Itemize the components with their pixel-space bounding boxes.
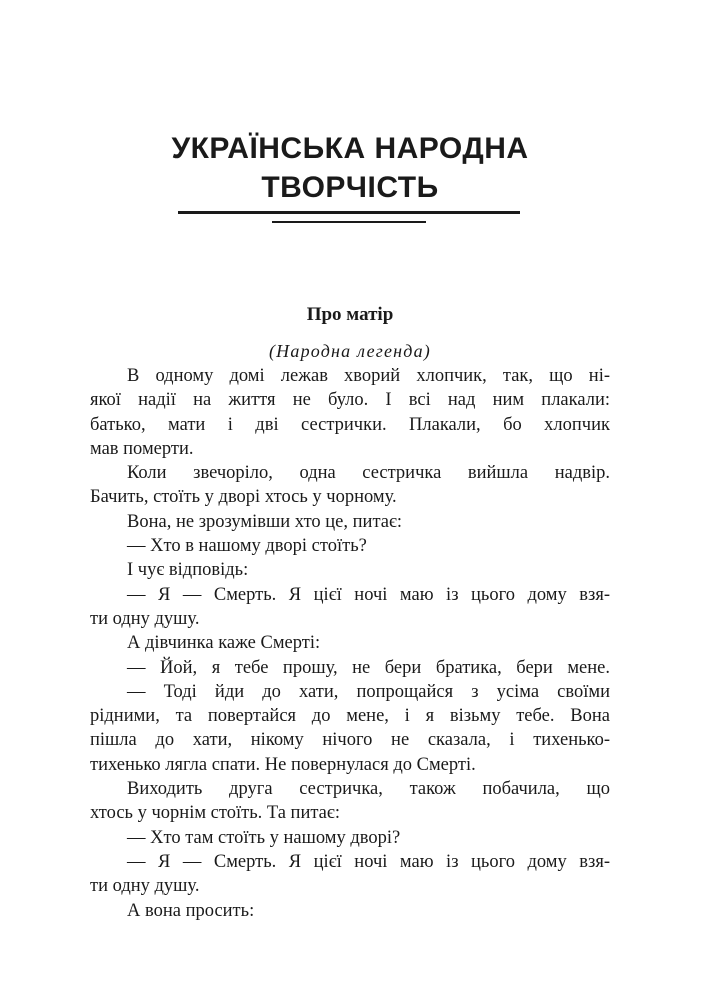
chapter-title-line-2: ТВОРЧІСТЬ bbox=[261, 171, 439, 204]
text-line: — Хто в нашому дворі стоїть? bbox=[127, 536, 367, 557]
text-line: Бачить, стоїть у дворі хтось у чорному. bbox=[90, 487, 397, 508]
text-line: — Я — Смерть. Я цієї ночі маю із цього дому взя- bbox=[127, 851, 610, 872]
text-line: пішла до хати, нікому нічого не сказала, і тихенько- bbox=[90, 730, 610, 751]
title-divider-long bbox=[178, 211, 520, 214]
text-line: батько, мати і дві сестрички. Плакали, бо хлопчик bbox=[90, 414, 610, 435]
text-line: В одному домі лежав хворий хлопчик, так, що ні- bbox=[127, 366, 610, 386]
text-line: ти одну душу. bbox=[90, 876, 200, 897]
story-subtitle: (Народна легенда) bbox=[268, 341, 432, 361]
text-line: — Я — Смерть. Я цієї ночі маю із цього дому взя- bbox=[127, 584, 610, 605]
text-line: рідними, та повертайся до мене, і я візьму тебе. Вона bbox=[90, 706, 610, 727]
text-line: — Хто там стоїть у нашому дворі? bbox=[127, 827, 401, 848]
text-line: Вона, не зрозумівши хто це, питає: bbox=[127, 511, 403, 532]
text-line: І чує відповідь: bbox=[127, 560, 249, 581]
text-line: хтось у чорнім стоїть. Та питає: bbox=[90, 803, 340, 824]
title-divider-short bbox=[272, 221, 426, 223]
text-line: якої надії на життя не було. І всі над ним плакали: bbox=[90, 390, 610, 411]
text-line: Виходить друга сестричка, також побачила, що bbox=[127, 779, 610, 800]
chapter-title-line-1: УКРАЇНСЬКА НАРОДНА bbox=[171, 132, 529, 165]
text-line: Коли звечоріло, одна сестричка вийшла надвір. bbox=[127, 463, 610, 484]
text-line: мав померти. bbox=[90, 438, 194, 459]
text-line: А дівчинка каже Смерті: bbox=[127, 633, 321, 654]
text-line: ти одну душу. bbox=[90, 608, 200, 629]
text-line: тихенько лягла спати. Не повернулася до Смерті. bbox=[90, 754, 476, 775]
text-line: — Тоді йди до хати, попрощайся з усіма своїми bbox=[127, 681, 610, 702]
story-title: Про матір bbox=[306, 304, 394, 325]
text-line: А вона просить: bbox=[127, 900, 255, 921]
story-body bbox=[90, 364, 610, 923]
text-line: — Йой, я тебе прошу, не бери братика, бери мене. bbox=[127, 657, 610, 678]
